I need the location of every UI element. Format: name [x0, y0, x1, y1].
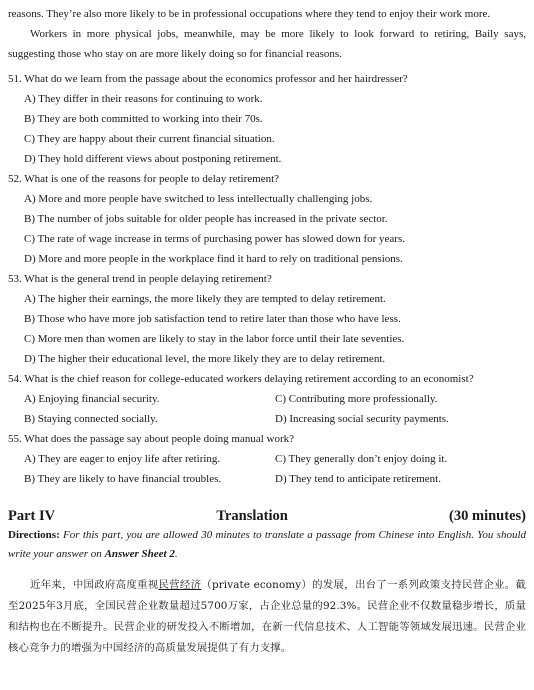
option-d: D) They hold different views about postponing retirement. — [24, 153, 282, 165]
options-row-2 — [8, 469, 526, 489]
option-c: C) The rate of wage increase in terms of purchasing power has slowed down for years. — [24, 233, 406, 245]
option-c: C) They are happy about their current financial situation. — [24, 133, 275, 145]
options-row-1 — [8, 449, 526, 469]
part-header — [8, 506, 526, 526]
option-b: B) The number of jobs suitable for older people has increased in the private sector. — [24, 213, 388, 225]
option-d: D) More and more people in the workplace find it hard to rely on traditional pensions. — [24, 253, 403, 265]
question-52 — [8, 169, 526, 269]
chinese-text-start: 近年来，中国政府高度重视 — [30, 579, 159, 591]
question-55 — [8, 429, 526, 489]
question-53 — [8, 269, 526, 369]
option-c: C) They generally don’t enjoy doing it. — [275, 453, 448, 465]
option-a: A) The higher their earnings, the more likely they are tempted to delay retirement. — [24, 293, 386, 305]
option-a: A) Enjoying financial security. — [24, 393, 160, 405]
part-time: (30 minutes) — [449, 508, 526, 524]
question-54 — [8, 369, 526, 429]
option-d: D) The higher their educational level, the more likely they are to delay retirement. — [24, 353, 386, 365]
option-d: D) They tend to anticipate retirement. — [275, 473, 441, 485]
option-b: B) They are both committed to working into their 70s. — [24, 113, 263, 125]
chinese-text-rest: （private economy）的发展，出台了一系列政策支持民营企业。截至2025年3月底，全国民营企业数量超过5700万家，占企业总量的92.3%。民营企业不仅数量稳步增长，质量和结构也在不断提升。民营企业的研发投入不断增加，在新一代信息技术、人工智能等领域发展迅速。民营企业核心竞争力的增强为中国经济的高质量发展提供了有力支撑。 — [8, 579, 527, 654]
option-b: B) Those who have more job satisfaction tend to retire later than those who have less. — [24, 313, 401, 325]
part-label: Part IV — [8, 508, 56, 524]
option-a: A) They differ in their reasons for continuing to work. — [24, 93, 263, 105]
part-title: Translation — [216, 508, 288, 524]
directions-end: . — [174, 548, 178, 560]
question-51 — [8, 69, 526, 169]
question-stem: 53. What is the general trend in people delaying retirement? — [8, 273, 272, 285]
option-c: C) More men than women are likely to stay in the labor force until their late seventies. — [24, 333, 405, 345]
question-stem: 54. What is the chief reason for college-educated workers delaying retirement according to an economist? — [8, 373, 474, 385]
question-stem: 52. What is one of the reasons for people to delay retirement? — [8, 173, 280, 185]
passage-paragraph: Workers in more physical jobs, meanwhile, may be more likely to look forward to retiring, Baily says, suggesting those who stay on are more likely doing so for financial reasons. — [8, 28, 526, 60]
options-row-1 — [8, 389, 526, 409]
chinese-passage — [8, 575, 526, 659]
option-d: D) Increasing social security payments. — [275, 413, 449, 425]
option-b: B) They are likely to have financial troubles. — [24, 473, 222, 485]
option-b: B) Staying connected socially. — [24, 413, 158, 425]
option-c: C) Contributing more professionally. — [275, 393, 438, 405]
underlined-term: 民营经济 — [158, 579, 202, 591]
question-stem: 55. What does the passage say about people doing manual work? — [8, 433, 295, 445]
directions-label: Directions: — [8, 529, 60, 541]
directions-text: For this part, you are allowed 30 minutes to translate a passage from Chinese into English. You should write your answer on — [8, 529, 526, 560]
directions — [8, 526, 526, 564]
answer-sheet-reference: Answer Sheet 2 — [104, 548, 175, 560]
option-a: A) They are eager to enjoy life after retiring. — [24, 453, 221, 465]
question-stem: 51. What do we learn from the passage about the economics professor and her hairdresser? — [8, 73, 408, 85]
passage-continuation: reasons. They’re also more likely to be in professional occupations where they tend to enjoy their work more. — [8, 8, 491, 20]
options-row-2 — [8, 409, 526, 429]
option-a: A) More and more people have switched to less intellectually challenging jobs. — [24, 193, 373, 205]
